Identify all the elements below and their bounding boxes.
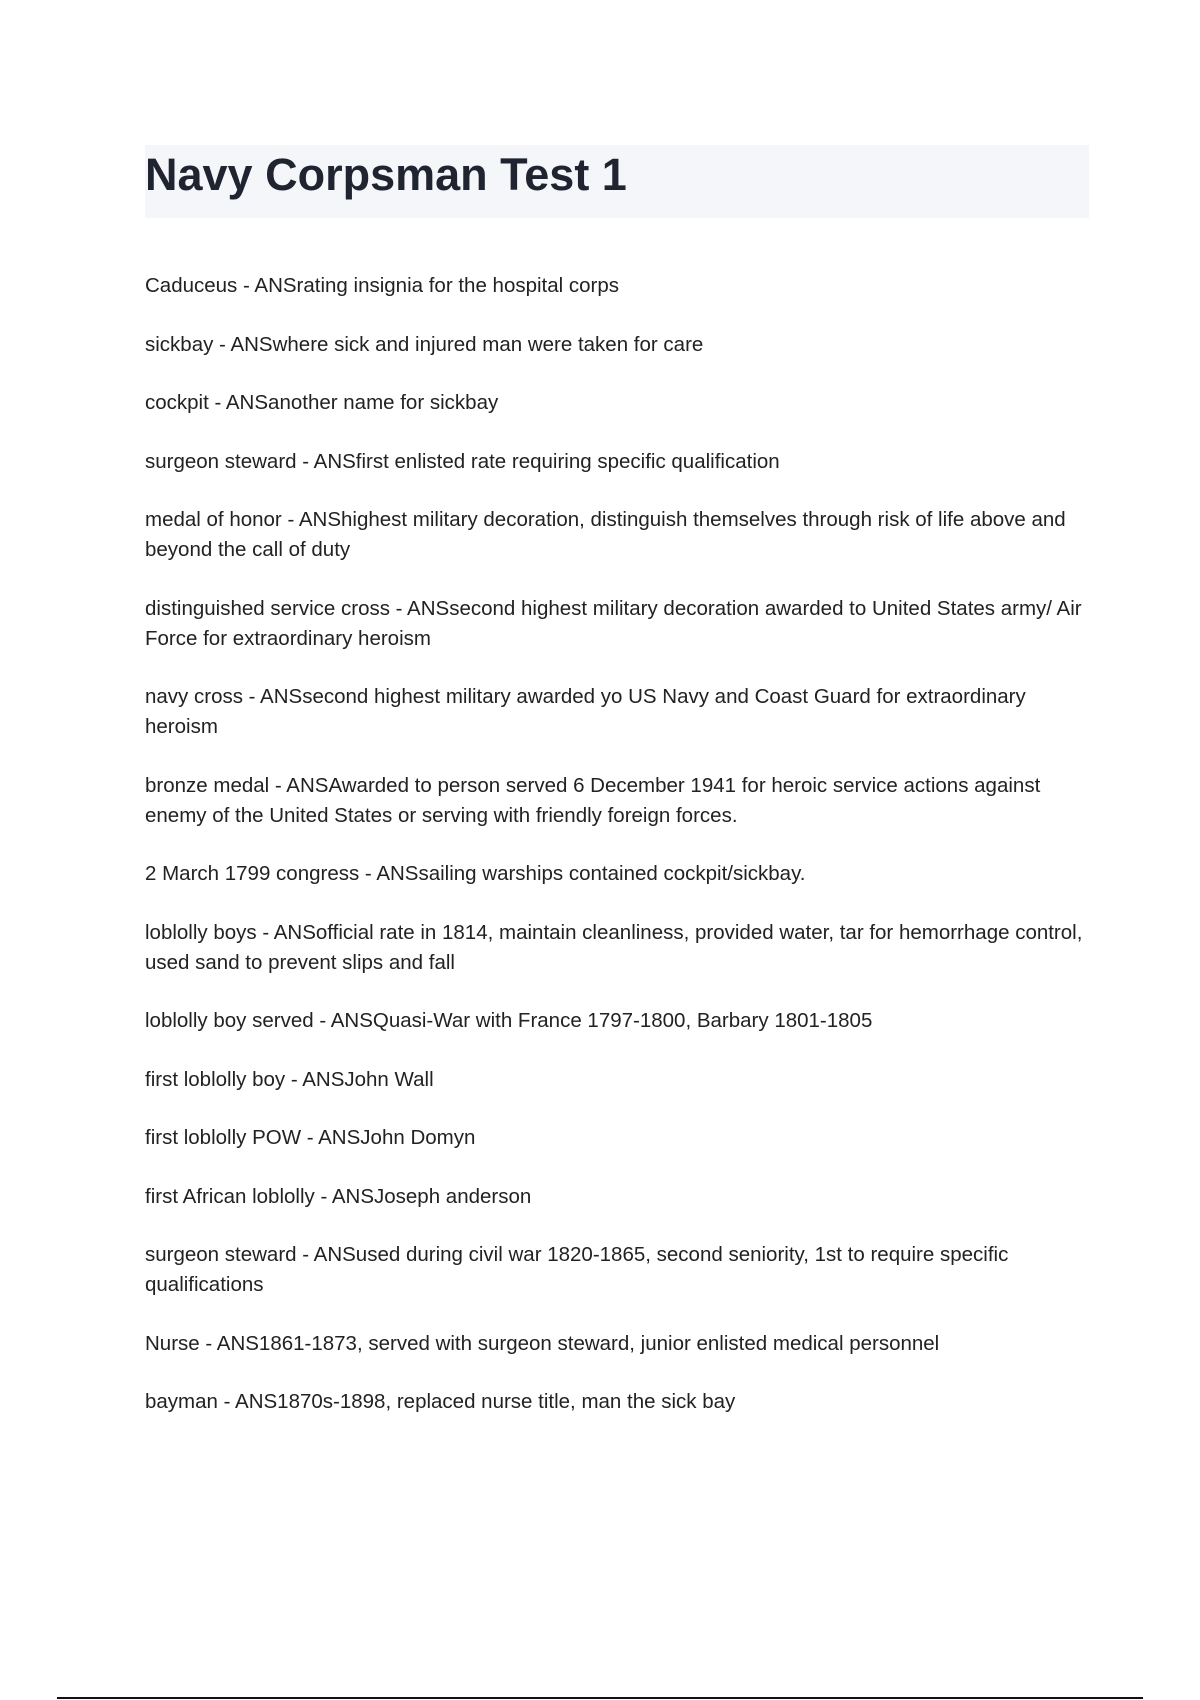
page-title: Navy Corpsman Test 1 (145, 149, 627, 200)
list-item: loblolly boys - ANSofficial rate in 1814, maintain cleanliness, provided water, tar for hemorrhage control, used sand to prevent slips and fall (145, 920, 1083, 974)
list-item: 2 March 1799 congress - ANSsailing warships contained cockpit/sickbay. (145, 862, 806, 885)
list-item: first loblolly boy - ANSJohn Wall (145, 1067, 434, 1091)
list-item: medal of honor - ANShighest military decoration, distinguish themselves through risk of life above and beyond the call of duty (145, 508, 1066, 561)
list-item: loblolly boy served - ANSQuasi-War with France 1797-1800, Barbary 1801-1805 (145, 1009, 873, 1032)
list-item: Nurse - ANS1861-1873, served with surgeon steward, junior enlisted medical personnel (145, 1331, 940, 1355)
list-item: first African loblolly - ANSJoseph anderson (145, 1184, 532, 1208)
list-item: first loblolly POW - ANSJohn Domyn (145, 1126, 476, 1149)
footer-divider (57, 1697, 1143, 1699)
list-item: cockpit - ANSanother name for sickbay (145, 391, 499, 414)
list-item: distinguished service cross - ANSsecond highest military decoration awarded to United States army/ Air Force for extraordinary heroism (145, 596, 1082, 650)
list-item: navy cross - ANSsecond highest military awarded yo US Navy and Coast Guard for extraordinary heroism (145, 685, 1026, 738)
title-banner (145, 145, 1089, 218)
list-item: surgeon steward - ANSfirst enlisted rate requiring specific qualification (145, 449, 780, 473)
list-item: bayman - ANS1870s-1898, replaced nurse title, man the sick bay (145, 1390, 736, 1413)
list-item: bronze medal - ANSAwarded to person served 6 December 1941 for heroic service actions against enemy of the United States or serving with friendly foreign forces. (145, 773, 1041, 827)
list-item: sickbay - ANSwhere sick and injured man were taken for care (145, 332, 704, 356)
list-item: surgeon steward - ANSused during civil war 1820-1865, second seniority, 1st to require specific qualifications (145, 1243, 1009, 1296)
flashcard-list (145, 271, 1095, 1446)
list-item: Caduceus - ANSrating insignia for the hospital corps (145, 274, 620, 297)
